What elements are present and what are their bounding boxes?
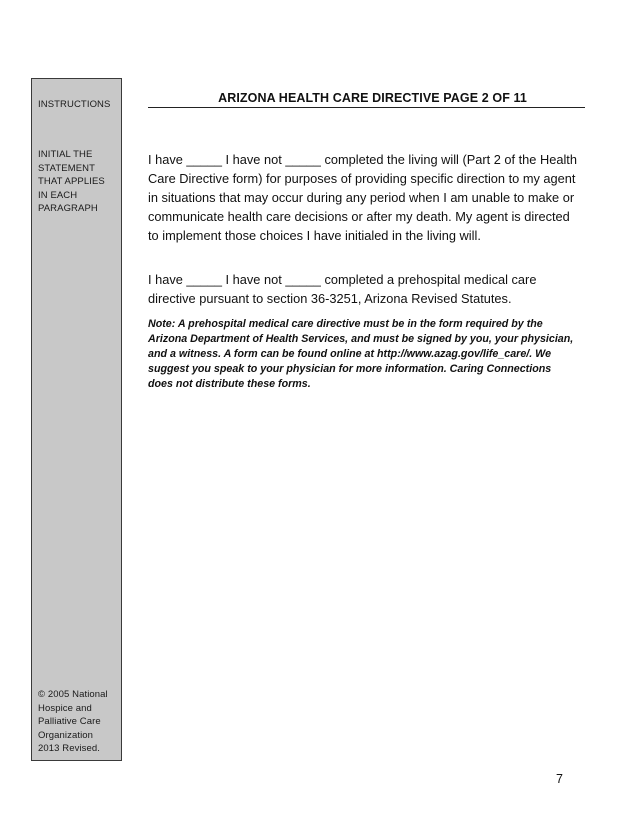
prehospital-directive-paragraph: I have _____ I have not _____ completed a prehospital medical care directive pursuant to section 36-3251, Arizona Revised Statutes. <box>148 272 537 306</box>
living-will-paragraph: I have _____ I have not _____ completed the living will (Part 2 of the Health Care Directive form) for purposes of providing specific direction to my agent in situations that may occur during any period when I am unable to make or communicate health care decisions or after my death. My agent is directed to implement those choices I have initialed in the living will. <box>148 152 577 243</box>
sidebar-heading: INSTRUCTIONS <box>38 99 111 110</box>
instructions-sidebar <box>31 78 122 761</box>
page-number: 7 <box>556 772 563 786</box>
page-title: ARIZONA HEALTH CARE DIRECTIVE PAGE 2 OF 11 <box>148 91 585 108</box>
sidebar-copyright: © 2005 National Hospice and Palliative Care Organization 2013 Revised. <box>38 689 108 754</box>
prehospital-note: Note: A prehospital medical care directive must be in the form required by the Arizona Department of Health Services, and must be signed by you, your physician, and a witness. A form can be found online at http://www.azag.gov/life_care/. We suggest you speak to your physician for more information. Caring Connections does not distribute these forms. <box>148 318 574 390</box>
sidebar-initial-instruction: INITIAL THE STATEMENT THAT APPLIES IN EACH PARAGRAPH <box>38 149 105 214</box>
